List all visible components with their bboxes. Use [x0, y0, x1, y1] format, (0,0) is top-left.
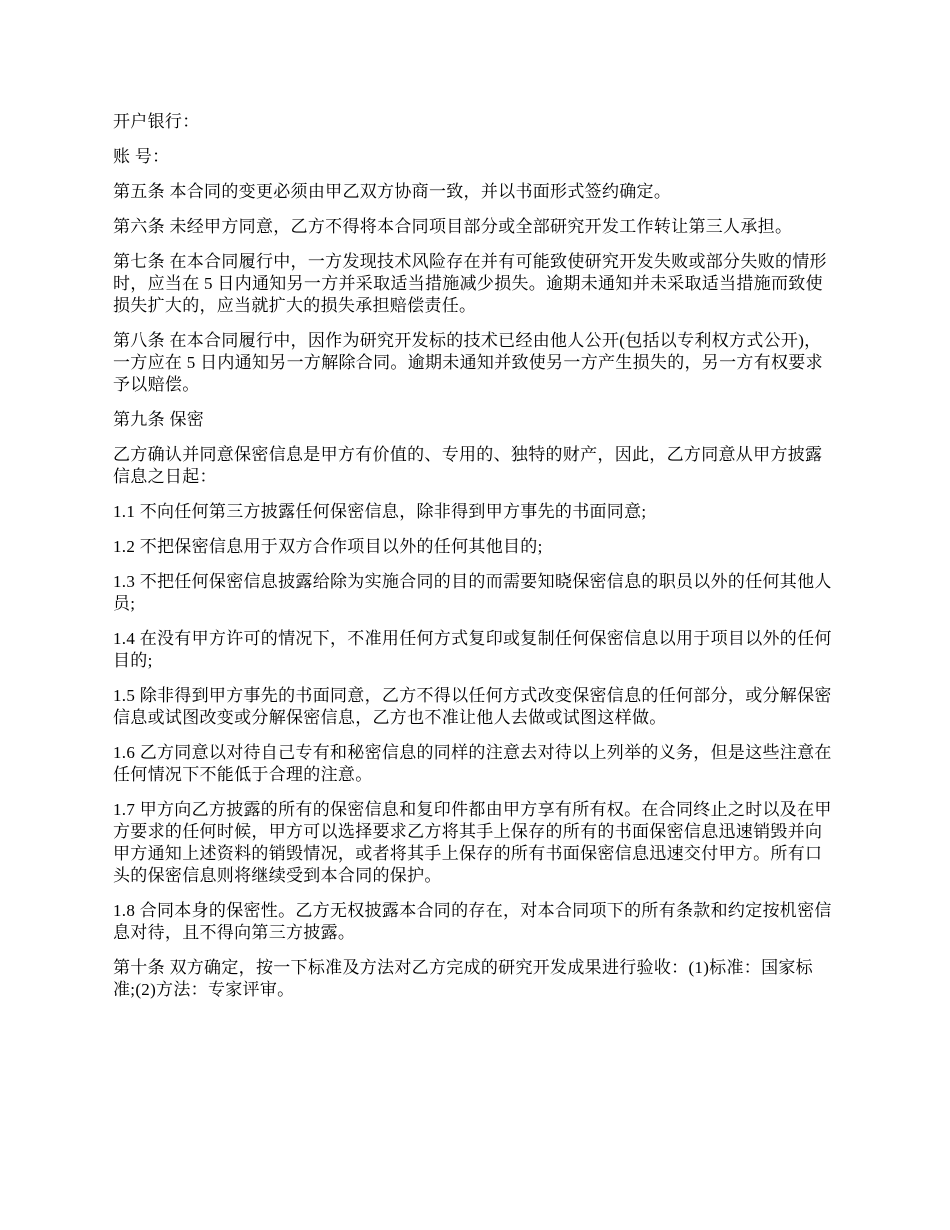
clause-9-item-1-2: 1.2 不把保密信息用于双方合作项目以外的任何其他目的; [113, 537, 543, 556]
clause-8: 第八条 在本合同履行中，因作为研究开发标的技术已经由他人公开(包括以专利权方式公开)，一方应在 5 日内通知另一方解除合同。逾期未通知并致使另一方产生损失的，另一方有权要求予以赔偿。 [113, 331, 823, 394]
clause-9-intro: 乙方确认并同意保密信息是甲方有价值的、专用的、独特的财产，因此，乙方同意从甲方披露信息之日起： [113, 445, 823, 486]
clause-6: 第六条 未经甲方同意，乙方不得将本合同项目部分或全部研究开发工作转让第三人承担。 [113, 217, 793, 236]
document-page [113, 111, 835, 1014]
clause-7: 第七条 在本合同履行中，一方发现技术风险存在并有可能致使研究开发失败或部分失败的情形时，应当在 5 日内通知另一方并采取适当措施减少损失。逾期未通知并未采取适当措施而致使损失扩大的，应当就扩大的损失承担赔偿责任。 [113, 252, 827, 315]
clause-9-item-1-5: 1.5 除非得到甲方事先的书面同意，乙方不得以任何方式改变保密信息的任何部分，或分解保密信息或试图改变或分解保密信息，乙方也不准让他人去做或试图这样做。 [113, 686, 832, 727]
clause-9-item-1-1: 1.1 不向任何第三方披露任何保密信息，除非得到甲方事先的书面同意; [113, 502, 647, 521]
clause-9-item-1-3: 1.3 不把任何保密信息披露给除为实施合同的目的而需要知晓保密信息的职员以外的任何其他人员; [113, 572, 832, 613]
account-number-line: 账 号： [113, 147, 170, 166]
clause-10: 第十条 双方确定，按一下标准及方法对乙方完成的研究开发成果进行验收：(1)标准：国家标准;(2)方法：专家评审。 [113, 958, 813, 999]
clause-9-heading: 第九条 保密 [113, 410, 205, 429]
clause-9-item-1-6: 1.6 乙方同意以对待自己专有和秘密信息的同样的注意去对待以上列举的义务，但是这些注意在任何情况下不能低于合理的注意。 [113, 743, 832, 784]
clause-9-item-1-4: 1.4 在没有甲方许可的情况下，不准用任何方式复印或复制任何保密信息以用于项目以外的任何目的; [113, 629, 832, 670]
clause-5: 第五条 本合同的变更必须由甲乙双方协商一致，并以书面形式签约确定。 [113, 182, 672, 201]
clause-9-item-1-8: 1.8 合同本身的保密性。乙方无权披露本合同的存在，对本合同项下的所有条款和约定按机密信息对待，且不得向第三方披露。 [113, 901, 832, 942]
clause-9-item-1-7: 1.7 甲方向乙方披露的所有的保密信息和复印件都由甲方享有所有权。在合同终止之时以及在甲方要求的任何时候，甲方可以选择要求乙方将其手上保存的所有的书面保密信息迅速销毁并向甲方通知上述资料的销毁情况，或者将其手上保存的所有书面保密信息迅速交付甲方。所有口头的保密信息则将继续受到本合同的保护。 [113, 800, 832, 885]
bank-name-line: 开户银行： [113, 112, 200, 131]
